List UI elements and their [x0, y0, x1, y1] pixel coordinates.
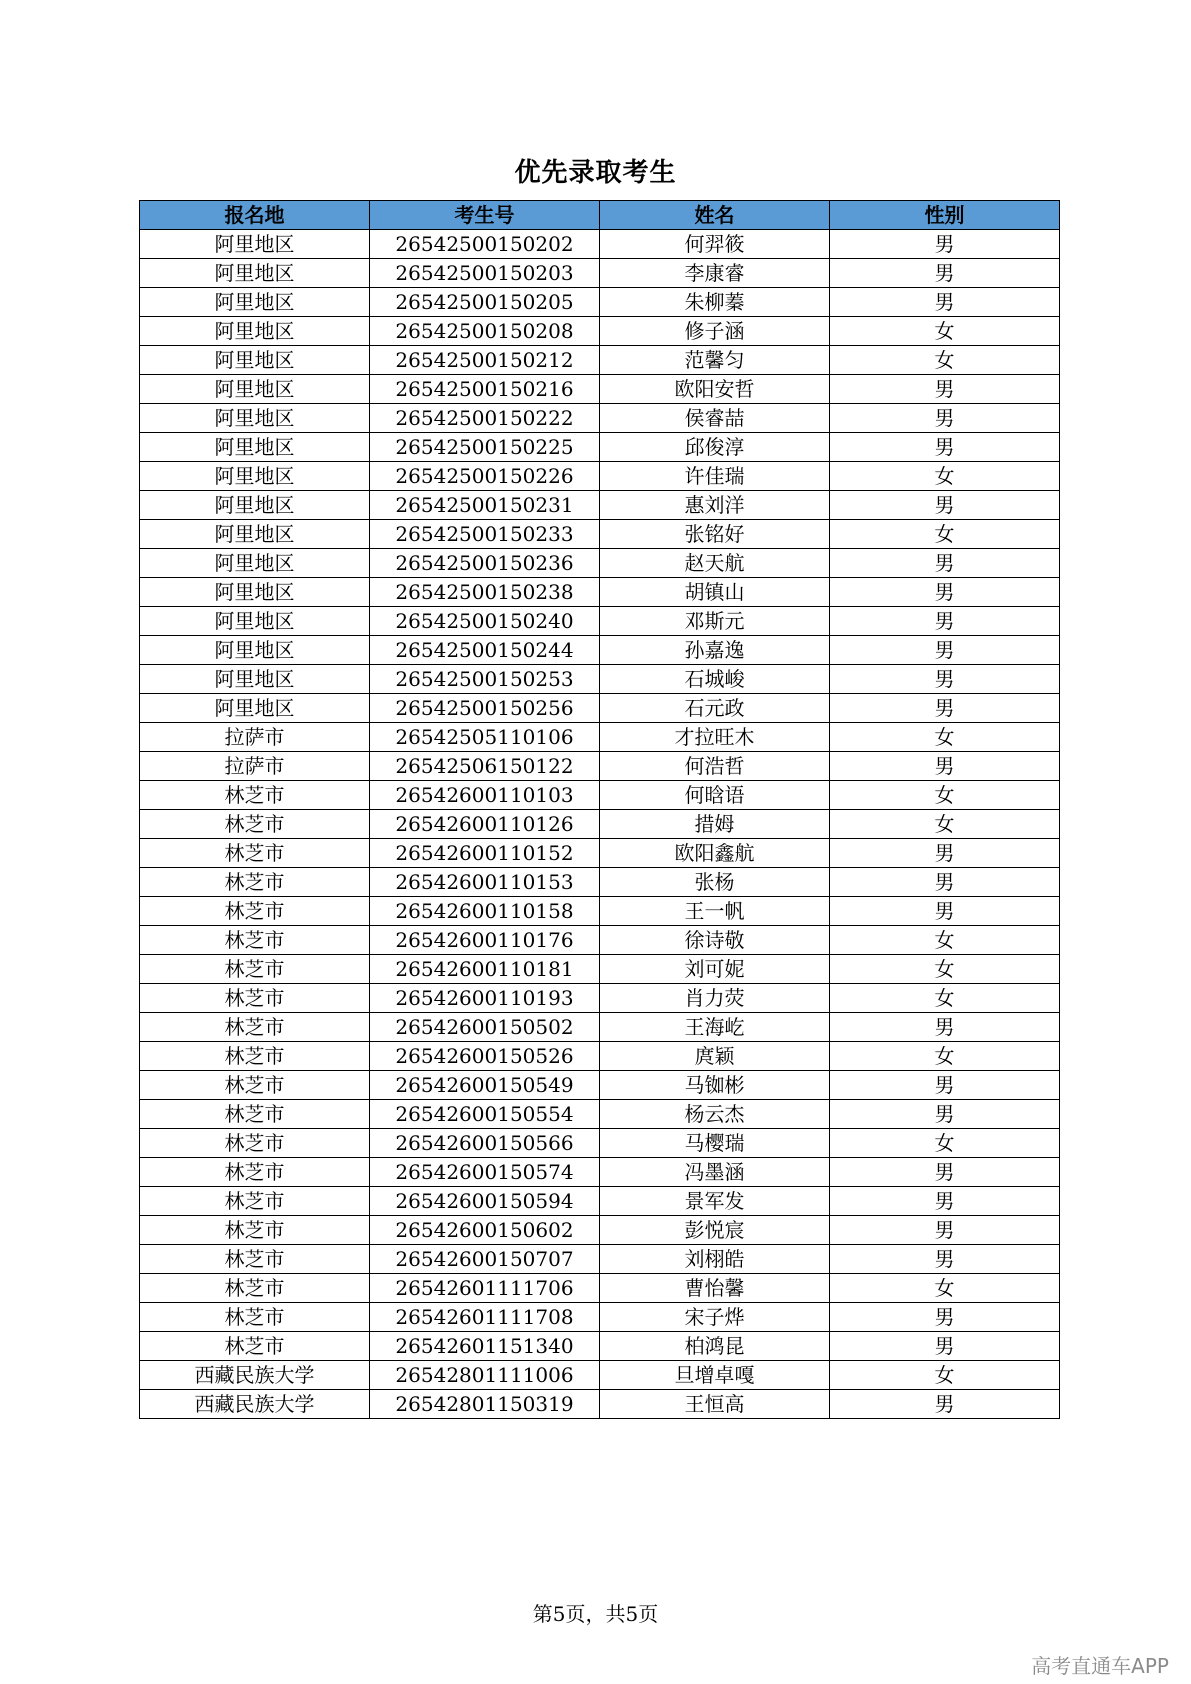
cell-exam-number: 26542500150236	[370, 549, 600, 578]
cell-gender: 男	[830, 1013, 1060, 1042]
cell-name: 何浩哲	[600, 752, 830, 781]
cell-gender: 女	[830, 926, 1060, 955]
cell-region: 林芝市	[140, 839, 370, 868]
cell-name: 张铭好	[600, 520, 830, 549]
cell-name: 欧阳安哲	[600, 375, 830, 404]
table-row	[140, 665, 1060, 694]
table-row	[140, 926, 1060, 955]
cell-exam-number: 26542600150574	[370, 1158, 600, 1187]
cell-gender: 女	[830, 1129, 1060, 1158]
cell-name: 杨云杰	[600, 1100, 830, 1129]
cell-region: 林芝市	[140, 955, 370, 984]
cell-exam-number: 26542500150240	[370, 607, 600, 636]
cell-exam-number: 26542500150256	[370, 694, 600, 723]
cell-exam-number: 26542601151340	[370, 1332, 600, 1361]
cell-region: 阿里地区	[140, 607, 370, 636]
cell-region: 阿里地区	[140, 404, 370, 433]
cell-exam-number: 26542600110181	[370, 955, 600, 984]
cell-gender: 男	[830, 1071, 1060, 1100]
cell-name: 景军发	[600, 1187, 830, 1216]
cell-region: 西藏民族大学	[140, 1390, 370, 1419]
column-header-name: 姓名	[600, 201, 830, 230]
cell-exam-number: 26542600110153	[370, 868, 600, 897]
table-row	[140, 723, 1060, 752]
cell-name: 欧阳鑫航	[600, 839, 830, 868]
cell-exam-number: 26542500150253	[370, 665, 600, 694]
table-row	[140, 1013, 1060, 1042]
cell-region: 林芝市	[140, 1129, 370, 1158]
table-row	[140, 897, 1060, 926]
cell-name: 旦增卓嘎	[600, 1361, 830, 1390]
cell-name: 冯墨涵	[600, 1158, 830, 1187]
cell-region: 阿里地区	[140, 346, 370, 375]
cell-gender: 男	[830, 549, 1060, 578]
cell-region: 林芝市	[140, 1332, 370, 1361]
cell-gender: 男	[830, 404, 1060, 433]
cell-gender: 男	[830, 288, 1060, 317]
cell-gender: 女	[830, 810, 1060, 839]
table-row	[140, 868, 1060, 897]
table-row	[140, 259, 1060, 288]
cell-exam-number: 26542600110103	[370, 781, 600, 810]
cell-gender: 男	[830, 1245, 1060, 1274]
cell-exam-number: 26542600150554	[370, 1100, 600, 1129]
cell-exam-number: 26542600150602	[370, 1216, 600, 1245]
cell-exam-number: 26542500150238	[370, 578, 600, 607]
cell-name: 刘栩皓	[600, 1245, 830, 1274]
cell-name: 措姆	[600, 810, 830, 839]
cell-exam-number: 26542506150122	[370, 752, 600, 781]
cell-region: 阿里地区	[140, 549, 370, 578]
cell-name: 王一帆	[600, 897, 830, 926]
table-row	[140, 520, 1060, 549]
table-row	[140, 1100, 1060, 1129]
cell-gender: 女	[830, 723, 1060, 752]
cell-name: 宋子烨	[600, 1303, 830, 1332]
table-row	[140, 462, 1060, 491]
cell-exam-number: 26542600110193	[370, 984, 600, 1013]
cell-exam-number: 26542600110152	[370, 839, 600, 868]
cell-gender: 男	[830, 259, 1060, 288]
cell-region: 拉萨市	[140, 752, 370, 781]
cell-gender: 男	[830, 1390, 1060, 1419]
table-row	[140, 694, 1060, 723]
cell-exam-number: 26542500150202	[370, 230, 600, 259]
cell-gender: 女	[830, 520, 1060, 549]
cell-region: 阿里地区	[140, 665, 370, 694]
cell-region: 阿里地区	[140, 520, 370, 549]
table-header-row	[140, 201, 1060, 230]
cell-region: 林芝市	[140, 1013, 370, 1042]
cell-gender: 女	[830, 1042, 1060, 1071]
cell-gender: 男	[830, 1100, 1060, 1129]
cell-region: 林芝市	[140, 1100, 370, 1129]
cell-exam-number: 26542505110106	[370, 723, 600, 752]
cell-gender: 女	[830, 984, 1060, 1013]
cell-name: 邓斯元	[600, 607, 830, 636]
table-row	[140, 346, 1060, 375]
cell-exam-number: 26542600150707	[370, 1245, 600, 1274]
cell-exam-number: 26542500150203	[370, 259, 600, 288]
cell-name: 何羿筱	[600, 230, 830, 259]
cell-gender: 女	[830, 462, 1060, 491]
cell-name: 才拉旺木	[600, 723, 830, 752]
table-row	[140, 752, 1060, 781]
cell-region: 林芝市	[140, 1216, 370, 1245]
cell-gender: 女	[830, 317, 1060, 346]
cell-exam-number: 26542500150226	[370, 462, 600, 491]
cell-name: 马樱瑞	[600, 1129, 830, 1158]
cell-name: 范馨匀	[600, 346, 830, 375]
cell-exam-number: 26542500150233	[370, 520, 600, 549]
cell-region: 林芝市	[140, 1303, 370, 1332]
table-row	[140, 317, 1060, 346]
watermark: 高考直通车APP	[1031, 1654, 1169, 1678]
table-row	[140, 433, 1060, 462]
cell-region: 林芝市	[140, 781, 370, 810]
cell-gender: 男	[830, 1332, 1060, 1361]
cell-name: 肖力荧	[600, 984, 830, 1013]
table-row	[140, 1274, 1060, 1303]
cell-region: 阿里地区	[140, 317, 370, 346]
cell-gender: 男	[830, 1158, 1060, 1187]
cell-exam-number: 26542500150208	[370, 317, 600, 346]
cell-gender: 女	[830, 781, 1060, 810]
cell-name: 曹怡馨	[600, 1274, 830, 1303]
cell-exam-number: 26542600150566	[370, 1129, 600, 1158]
table-row	[140, 1361, 1060, 1390]
cell-region: 林芝市	[140, 1071, 370, 1100]
cell-name: 石城峻	[600, 665, 830, 694]
table-row	[140, 1216, 1060, 1245]
cell-region: 阿里地区	[140, 491, 370, 520]
cell-region: 阿里地区	[140, 230, 370, 259]
cell-gender: 男	[830, 491, 1060, 520]
cell-name: 王海屹	[600, 1013, 830, 1042]
cell-exam-number: 26542500150244	[370, 636, 600, 665]
column-header-exam-number: 考生号	[370, 201, 600, 230]
cell-name: 张杨	[600, 868, 830, 897]
cell-region: 林芝市	[140, 1042, 370, 1071]
cell-gender: 男	[830, 1303, 1060, 1332]
cell-gender: 女	[830, 346, 1060, 375]
cell-region: 林芝市	[140, 1187, 370, 1216]
table-row	[140, 1071, 1060, 1100]
cell-region: 林芝市	[140, 1245, 370, 1274]
cell-region: 林芝市	[140, 868, 370, 897]
cell-exam-number: 26542600150502	[370, 1013, 600, 1042]
table-row	[140, 1129, 1060, 1158]
cell-name: 许佳瑞	[600, 462, 830, 491]
cell-region: 阿里地区	[140, 462, 370, 491]
table-row	[140, 1042, 1060, 1071]
cell-exam-number: 26542500150231	[370, 491, 600, 520]
cell-exam-number: 26542500150205	[370, 288, 600, 317]
cell-name: 柏鸿昆	[600, 1332, 830, 1361]
cell-name: 何晗语	[600, 781, 830, 810]
cell-exam-number: 26542601111708	[370, 1303, 600, 1332]
table-row	[140, 288, 1060, 317]
admission-table	[139, 200, 1060, 1419]
cell-region: 林芝市	[140, 810, 370, 839]
table-row	[140, 810, 1060, 839]
cell-gender: 男	[830, 578, 1060, 607]
cell-gender: 男	[830, 839, 1060, 868]
table-row	[140, 375, 1060, 404]
cell-name: 修子涵	[600, 317, 830, 346]
cell-gender: 男	[830, 897, 1060, 926]
cell-name: 邱俊淳	[600, 433, 830, 462]
page-title: 优先录取考生	[514, 158, 677, 188]
cell-gender: 男	[830, 1216, 1060, 1245]
cell-name: 朱柳蓁	[600, 288, 830, 317]
table-row	[140, 636, 1060, 665]
cell-exam-number: 26542600150594	[370, 1187, 600, 1216]
cell-region: 林芝市	[140, 1158, 370, 1187]
cell-region: 西藏民族大学	[140, 1361, 370, 1390]
column-header-region: 报名地	[140, 201, 370, 230]
table-body	[140, 230, 1060, 1419]
cell-name: 孙嘉逸	[600, 636, 830, 665]
cell-exam-number: 26542500150225	[370, 433, 600, 462]
cell-exam-number: 26542601111706	[370, 1274, 600, 1303]
table-row	[140, 404, 1060, 433]
cell-region: 阿里地区	[140, 636, 370, 665]
cell-exam-number: 26542600150549	[370, 1071, 600, 1100]
cell-gender: 男	[830, 868, 1060, 897]
cell-name: 王恒高	[600, 1390, 830, 1419]
table-row	[140, 955, 1060, 984]
cell-gender: 男	[830, 1187, 1060, 1216]
cell-gender: 男	[830, 607, 1060, 636]
cell-exam-number: 26542500150222	[370, 404, 600, 433]
cell-name: 彭悦宸	[600, 1216, 830, 1245]
table-row	[140, 1245, 1060, 1274]
cell-name: 刘可妮	[600, 955, 830, 984]
cell-exam-number: 26542600150526	[370, 1042, 600, 1071]
table-row	[140, 607, 1060, 636]
cell-gender: 女	[830, 1274, 1060, 1303]
cell-exam-number: 26542600110176	[370, 926, 600, 955]
cell-name: 庹颖	[600, 1042, 830, 1071]
cell-name: 赵天航	[600, 549, 830, 578]
cell-exam-number: 26542500150216	[370, 375, 600, 404]
cell-exam-number: 26542600110126	[370, 810, 600, 839]
cell-name: 马铷彬	[600, 1071, 830, 1100]
cell-exam-number: 26542600110158	[370, 897, 600, 926]
cell-region: 阿里地区	[140, 694, 370, 723]
table-row	[140, 984, 1060, 1013]
table-row	[140, 1332, 1060, 1361]
cell-region: 林芝市	[140, 897, 370, 926]
cell-region: 林芝市	[140, 926, 370, 955]
cell-gender: 女	[830, 1361, 1060, 1390]
cell-exam-number: 26542801150319	[370, 1390, 600, 1419]
cell-name: 李康睿	[600, 259, 830, 288]
page-number: 第5页，共5页	[532, 1602, 659, 1626]
table-row	[140, 839, 1060, 868]
cell-region: 阿里地区	[140, 433, 370, 462]
cell-name: 惠刘洋	[600, 491, 830, 520]
table-row	[140, 230, 1060, 259]
cell-name: 石元政	[600, 694, 830, 723]
cell-gender: 男	[830, 230, 1060, 259]
cell-gender: 男	[830, 636, 1060, 665]
cell-region: 阿里地区	[140, 259, 370, 288]
cell-gender: 女	[830, 955, 1060, 984]
cell-region: 阿里地区	[140, 375, 370, 404]
table-row	[140, 1390, 1060, 1419]
cell-exam-number: 26542500150212	[370, 346, 600, 375]
cell-name: 侯睿喆	[600, 404, 830, 433]
cell-name: 徐诗敬	[600, 926, 830, 955]
cell-region: 阿里地区	[140, 288, 370, 317]
table-row	[140, 781, 1060, 810]
cell-gender: 男	[830, 694, 1060, 723]
cell-region: 拉萨市	[140, 723, 370, 752]
cell-gender: 男	[830, 375, 1060, 404]
cell-gender: 男	[830, 433, 1060, 462]
table-row	[140, 1187, 1060, 1216]
cell-region: 阿里地区	[140, 578, 370, 607]
cell-exam-number: 26542801111006	[370, 1361, 600, 1390]
table-row	[140, 1158, 1060, 1187]
cell-name: 胡镇山	[600, 578, 830, 607]
column-header-gender: 性别	[830, 201, 1060, 230]
cell-gender: 男	[830, 665, 1060, 694]
cell-region: 林芝市	[140, 1274, 370, 1303]
cell-gender: 男	[830, 752, 1060, 781]
table-row	[140, 491, 1060, 520]
table-row	[140, 578, 1060, 607]
table-row	[140, 549, 1060, 578]
cell-region: 林芝市	[140, 984, 370, 1013]
table-row	[140, 1303, 1060, 1332]
